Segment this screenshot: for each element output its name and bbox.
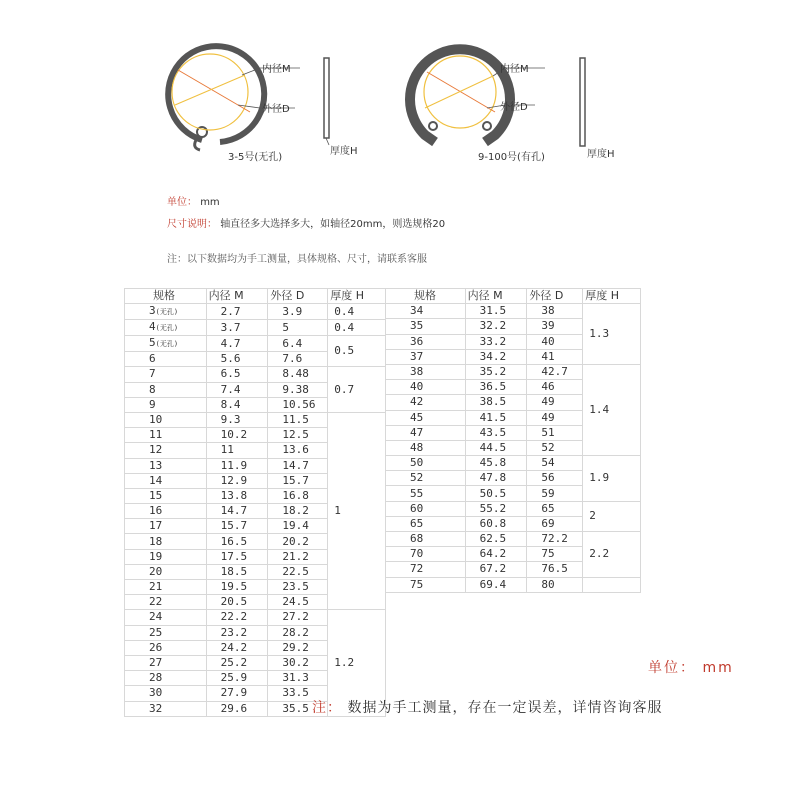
cell-inner-diameter: 15.7 — [206, 519, 268, 534]
spec-value: 72 — [410, 562, 424, 576]
cell-spec — [125, 488, 207, 503]
spec-value: 65 — [410, 516, 424, 530]
spec-value: 42 — [410, 395, 424, 409]
spec-value: 37 — [410, 349, 424, 363]
table-row — [386, 577, 641, 592]
cell-outer-diameter: 54 — [527, 456, 583, 471]
cell-inner-diameter: 25.2 — [206, 655, 268, 670]
spec-value: 40 — [410, 380, 424, 394]
size-value: 轴直径多大选择多大，如轴径20mm，则选规格20 — [220, 219, 446, 230]
spec-value: 35 — [410, 319, 424, 333]
cell-outer-diameter: 27.2 — [268, 610, 328, 625]
cell-spec — [125, 504, 207, 519]
cell-outer-diameter: 5 — [268, 320, 328, 336]
cell-spec — [125, 686, 207, 701]
cell-outer-diameter: 28.2 — [268, 625, 328, 640]
cell-outer-diameter: 6.4 — [268, 336, 328, 352]
cell-inner-diameter: 35.2 — [465, 364, 527, 379]
cell-inner-diameter: 67.2 — [465, 562, 527, 577]
cell-thickness: 0.4 — [328, 320, 386, 336]
spec-value: 24 — [149, 610, 163, 624]
spec-value: 48 — [410, 440, 424, 454]
spec-tag: (无孔) — [155, 340, 179, 349]
cell-spec — [125, 367, 207, 382]
cell-inner-diameter: 14.7 — [206, 504, 268, 519]
cell-spec — [386, 410, 466, 425]
cell-spec — [386, 304, 466, 319]
cell-spec — [125, 428, 207, 443]
spec-value: 38 — [410, 365, 424, 379]
spec-value: 11 — [149, 428, 163, 442]
cell-inner-diameter: 62.5 — [465, 532, 527, 547]
spec-table-left — [124, 288, 386, 717]
cell-spec — [125, 564, 207, 579]
spec-value: 19 — [149, 549, 163, 563]
cell-inner-diameter: 43.5 — [465, 425, 527, 440]
cell-inner-diameter: 36.5 — [465, 380, 527, 395]
cell-outer-diameter: 75 — [527, 547, 583, 562]
footer-unit: 单位： mm — [648, 660, 734, 676]
spec-value: 25 — [149, 625, 163, 639]
size-info — [167, 215, 445, 230]
cell-spec — [125, 336, 207, 352]
table-row — [125, 336, 386, 352]
cell-thickness: 1.3 — [583, 304, 641, 365]
cell-spec — [125, 610, 207, 625]
cell-inner-diameter: 18.5 — [206, 564, 268, 579]
cell-outer-diameter: 46 — [527, 380, 583, 395]
cell-inner-diameter: 22.2 — [206, 610, 268, 625]
cell-inner-diameter: 10.2 — [206, 428, 268, 443]
cell-inner-diameter: 20.5 — [206, 595, 268, 610]
cell-outer-diameter: 15.7 — [268, 473, 328, 488]
cell-inner-diameter: 31.5 — [465, 304, 527, 319]
measure-note: 注：以下数据均为手工测量，具体规格、尺寸，请联系客服 — [167, 254, 427, 265]
table-row — [125, 304, 386, 320]
cell-outer-diameter: 29.2 — [268, 640, 328, 655]
cell-outer-diameter: 65 — [527, 501, 583, 516]
cell-spec — [125, 671, 207, 686]
cell-inner-diameter: 9.3 — [206, 412, 268, 427]
cell-thickness: 1.9 — [583, 456, 641, 502]
cell-spec — [125, 304, 207, 320]
thickness-label-left: 厚度H — [330, 146, 358, 157]
cell-thickness: 2 — [583, 501, 641, 531]
cell-outer-diameter: 12.5 — [268, 428, 328, 443]
cell-outer-diameter: 14.7 — [268, 458, 328, 473]
cell-spec — [125, 519, 207, 534]
cell-outer-diameter: 19.4 — [268, 519, 328, 534]
cell-inner-diameter: 17.5 — [206, 549, 268, 564]
table-row — [125, 610, 386, 625]
cell-outer-diameter: 51 — [527, 425, 583, 440]
cell-thickness: 1.2 — [328, 610, 386, 716]
unit-key: 单位： — [167, 197, 197, 208]
cell-spec — [125, 595, 207, 610]
cell-spec — [125, 473, 207, 488]
cell-spec — [386, 516, 466, 531]
cell-spec — [386, 395, 466, 410]
cell-thickness: 1.4 — [583, 364, 641, 455]
cell-outer-diameter: 52 — [527, 440, 583, 455]
table-row — [386, 364, 641, 379]
cell-inner-diameter: 23.2 — [206, 625, 268, 640]
cell-outer-diameter: 3.9 — [268, 304, 328, 320]
cell-spec — [386, 577, 466, 592]
table-row — [125, 412, 386, 427]
spec-value: 28 — [149, 671, 163, 685]
footer-note-text: 数据为手工测量，存在一定误差，详情咨询客服 — [347, 700, 663, 716]
cell-outer-diameter: 11.5 — [268, 412, 328, 427]
cell-inner-diameter: 3.7 — [206, 320, 268, 336]
cell-thickness: 1 — [328, 412, 386, 609]
cell-thickness: 0.7 — [328, 367, 386, 413]
size-key: 尺寸说明： — [167, 219, 217, 230]
cell-inner-diameter: 38.5 — [465, 395, 527, 410]
spec-value: 17 — [149, 519, 163, 533]
cell-spec — [386, 547, 466, 562]
spec-value: 6 — [149, 352, 156, 366]
cell-spec — [386, 319, 466, 334]
spec-value: 32 — [149, 701, 163, 715]
thickness-label-right: 厚度H — [587, 149, 615, 160]
cell-inner-diameter: 29.6 — [206, 701, 268, 716]
cell-spec — [125, 625, 207, 640]
cell-spec — [386, 380, 466, 395]
cell-outer-diameter: 23.5 — [268, 580, 328, 595]
spec-value: 7 — [149, 367, 156, 381]
spec-value: 8 — [149, 382, 156, 396]
cell-outer-diameter: 40 — [527, 334, 583, 349]
spec-tag: (无孔) — [155, 324, 179, 333]
cell-spec — [125, 412, 207, 427]
cell-inner-diameter: 12.9 — [206, 473, 268, 488]
cell-spec — [386, 425, 466, 440]
cell-outer-diameter: 69 — [527, 516, 583, 531]
cell-inner-diameter: 55.2 — [465, 501, 527, 516]
spec-value: 47 — [410, 425, 424, 439]
table-header-row — [125, 289, 386, 304]
cell-spec — [386, 532, 466, 547]
spec-value: 55 — [410, 486, 424, 500]
cell-inner-diameter: 19.5 — [206, 580, 268, 595]
cell-outer-diameter: 42.7 — [527, 364, 583, 379]
spec-value: 45 — [410, 410, 424, 424]
cell-inner-diameter: 64.2 — [465, 547, 527, 562]
unit-value: mm — [200, 197, 220, 208]
cell-spec — [386, 562, 466, 577]
spec-table-right — [385, 288, 641, 593]
cell-outer-diameter: 59 — [527, 486, 583, 501]
cell-inner-diameter: 11 — [206, 443, 268, 458]
spec-value: 36 — [410, 334, 424, 348]
cell-inner-diameter: 24.2 — [206, 640, 268, 655]
cell-inner-diameter: 69.4 — [465, 577, 527, 592]
spec-value: 15 — [149, 488, 163, 502]
cell-outer-diameter: 7.6 — [268, 352, 328, 367]
cell-spec — [125, 458, 207, 473]
cell-spec — [125, 397, 207, 412]
inner-diameter-label-left: 内径M — [262, 64, 291, 75]
cell-outer-diameter: 35.5 — [268, 701, 328, 716]
header-spec: 规格 — [125, 289, 207, 304]
spec-tag: (无孔) — [155, 308, 179, 317]
spec-value: 18 — [149, 534, 163, 548]
cell-inner-diameter: 47.8 — [465, 471, 527, 486]
spec-value: 22 — [149, 595, 163, 609]
header-inner: 内径 M — [206, 289, 268, 304]
cell-spec — [125, 549, 207, 564]
table-header-row — [386, 289, 641, 304]
spec-value: 3 — [149, 304, 156, 318]
cell-thickness: 0.5 — [328, 336, 386, 367]
cell-outer-diameter: 8.48 — [268, 367, 328, 382]
table-row — [386, 456, 641, 471]
cell-spec — [125, 640, 207, 655]
cell-outer-diameter: 38 — [527, 304, 583, 319]
spec-value: 4 — [149, 320, 156, 334]
spec-value: 13 — [149, 458, 163, 472]
cell-spec — [386, 456, 466, 471]
cell-inner-diameter: 16.5 — [206, 534, 268, 549]
table-row — [125, 320, 386, 336]
cell-spec — [125, 701, 207, 716]
cell-outer-diameter: 24.5 — [268, 595, 328, 610]
cell-spec — [386, 501, 466, 516]
cell-spec — [386, 440, 466, 455]
cell-outer-diameter: 41 — [527, 349, 583, 364]
cell-spec — [125, 320, 207, 336]
spec-value: 16 — [149, 504, 163, 518]
table-row — [386, 501, 641, 516]
spec-value: 30 — [149, 686, 163, 700]
cell-inner-diameter: 27.9 — [206, 686, 268, 701]
cell-inner-diameter: 34.2 — [465, 349, 527, 364]
cell-inner-diameter: 41.5 — [465, 410, 527, 425]
footer-note-key: 注： — [312, 700, 342, 716]
cell-outer-diameter: 33.5 — [268, 686, 328, 701]
cell-outer-diameter: 22.5 — [268, 564, 328, 579]
cell-outer-diameter: 72.2 — [527, 532, 583, 547]
cell-outer-diameter: 49 — [527, 410, 583, 425]
cell-thickness: 0.4 — [328, 304, 386, 320]
cell-outer-diameter: 10.56 — [268, 397, 328, 412]
cell-inner-diameter: 60.8 — [465, 516, 527, 531]
cell-outer-diameter: 9.38 — [268, 382, 328, 397]
spec-value: 9 — [149, 397, 156, 411]
cell-inner-diameter: 33.2 — [465, 334, 527, 349]
cell-outer-diameter: 21.2 — [268, 549, 328, 564]
cell-outer-diameter: 13.6 — [268, 443, 328, 458]
table-row — [386, 304, 641, 319]
spec-value: 5 — [149, 336, 156, 350]
spec-value: 60 — [410, 501, 424, 515]
cell-outer-diameter: 18.2 — [268, 504, 328, 519]
cell-spec — [125, 382, 207, 397]
spec-value: 14 — [149, 473, 163, 487]
spec-value: 27 — [149, 656, 163, 670]
outer-diameter-label-right: 外径D — [500, 102, 528, 113]
footer-note — [312, 697, 662, 717]
cell-thickness: 2.2 — [583, 532, 641, 578]
caption-left: 3-5号(无孔) — [228, 152, 283, 163]
spec-value: 68 — [410, 532, 424, 546]
cell-outer-diameter: 30.2 — [268, 655, 328, 670]
cell-outer-diameter: 56 — [527, 471, 583, 486]
cell-inner-diameter: 7.4 — [206, 382, 268, 397]
cell-inner-diameter: 32.2 — [465, 319, 527, 334]
cell-inner-diameter: 11.9 — [206, 458, 268, 473]
cell-inner-diameter: 2.7 — [206, 304, 268, 320]
cell-spec — [386, 364, 466, 379]
cell-inner-diameter: 6.5 — [206, 367, 268, 382]
spec-value: 12 — [149, 443, 163, 457]
cell-spec — [125, 352, 207, 367]
cell-inner-diameter: 13.8 — [206, 488, 268, 503]
spec-value: 34 — [410, 304, 424, 318]
cell-outer-diameter: 20.2 — [268, 534, 328, 549]
table-row — [386, 532, 641, 547]
cell-inner-diameter: 8.4 — [206, 397, 268, 412]
spec-value: 50 — [410, 456, 424, 470]
cell-spec — [125, 655, 207, 670]
header-spec: 规格 — [386, 289, 466, 304]
header-outer: 外径 D — [268, 289, 328, 304]
header-thickness: 厚度 H — [583, 289, 641, 304]
cell-spec — [125, 534, 207, 549]
cell-outer-diameter: 39 — [527, 319, 583, 334]
header-thickness: 厚度 H — [328, 289, 386, 304]
outer-diameter-label-left: 外径D — [262, 104, 290, 115]
cell-inner-diameter: 50.5 — [465, 486, 527, 501]
cell-thickness — [583, 577, 641, 592]
spec-value: 10 — [149, 413, 163, 427]
cell-inner-diameter: 44.5 — [465, 440, 527, 455]
spec-value: 52 — [410, 471, 424, 485]
spec-value: 75 — [410, 577, 424, 591]
header-outer: 外径 D — [527, 289, 583, 304]
caption-right: 9-100号(有孔) — [478, 152, 545, 163]
unit-info — [167, 193, 220, 208]
cell-outer-diameter: 31.3 — [268, 671, 328, 686]
cell-inner-diameter: 45.8 — [465, 456, 527, 471]
cell-outer-diameter: 76.5 — [527, 562, 583, 577]
cell-spec — [125, 443, 207, 458]
cell-outer-diameter: 16.8 — [268, 488, 328, 503]
spec-value: 26 — [149, 640, 163, 654]
cell-spec — [125, 580, 207, 595]
spec-value: 70 — [410, 547, 424, 561]
spec-value: 21 — [149, 580, 163, 594]
cell-spec — [386, 334, 466, 349]
cell-inner-diameter: 4.7 — [206, 336, 268, 352]
cell-spec — [386, 471, 466, 486]
inner-diameter-label-right: 内径M — [500, 64, 529, 75]
cell-spec — [386, 486, 466, 501]
table-row — [125, 367, 386, 382]
cell-spec — [386, 349, 466, 364]
cell-inner-diameter: 25.9 — [206, 671, 268, 686]
cell-inner-diameter: 5.6 — [206, 352, 268, 367]
cell-outer-diameter: 49 — [527, 395, 583, 410]
spec-value: 20 — [149, 564, 163, 578]
cell-outer-diameter: 80 — [527, 577, 583, 592]
header-inner: 内径 M — [465, 289, 527, 304]
